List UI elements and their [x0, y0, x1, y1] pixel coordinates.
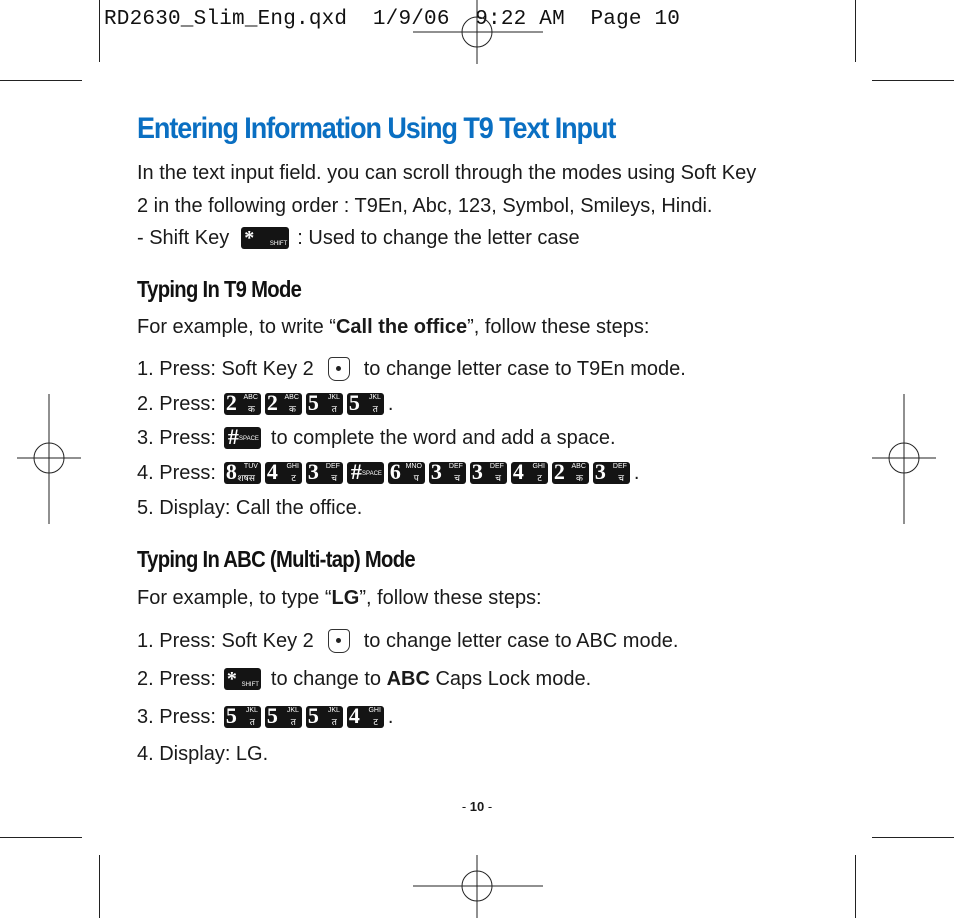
registration-mark-top: [413, 0, 543, 64]
key-3-icon: 3 DEF च: [470, 462, 507, 484]
key-8-icon: 8 TUV शषस: [224, 462, 261, 484]
file-slug: RD2630_Slim_Eng.qxd 1/9/06 9:22 AM Page 10: [104, 8, 681, 31]
abc-step-2: 2. Press: * SHIFT to change to ABC Caps Lock mode.: [137, 667, 592, 690]
t9-example: For example, to write “ Call the office ”, follow these steps:: [137, 315, 650, 338]
shift-key-icon: * SHIFT: [224, 668, 261, 690]
space-key-icon: # SPACE: [224, 427, 261, 449]
t9-step-3: 3. Press: # SPACE to complete the word and add a space.: [137, 424, 616, 449]
t9-step-4: 4. Press: 8 TUV शषस 4 GHI ट 3 DEF च # SPACE 6 MNO प 3 DEF च 3 DEF च 4 GHI ट 2 ABC क 3 DEF च .: [137, 459, 640, 484]
intro-line-1: In the text input field. you can scroll through the modes using Soft Key: [137, 162, 757, 184]
key-4-icon: 4 GHI ट: [347, 706, 384, 728]
key-5-icon: 5 JKL त: [306, 706, 343, 728]
soft-key-2-icon: [328, 629, 350, 653]
key-6-icon: 6 MNO प: [388, 462, 425, 484]
space-key-icon: # SPACE: [347, 462, 384, 484]
abc-step-3: 3. Press: 5 JKL त 5 JKL त 5 JKL त 4 GHI ट .: [137, 703, 394, 728]
crop-mark: [872, 837, 954, 838]
t9-heading: Typing In T9 Mode: [137, 276, 302, 302]
intro-line-2: 2 in the following order : T9En, Abc, 123, Symbol, Smileys, Hindi.: [137, 195, 713, 217]
crop-mark: [0, 80, 82, 81]
abc-step-1: 1. Press: Soft Key 2 to change letter case to ABC mode.: [137, 629, 679, 652]
crop-mark: [855, 0, 856, 62]
t9-step-5: 5. Display: Call the office.: [137, 496, 363, 519]
abc-example: For example, to type “ LG ”, follow these steps:: [137, 586, 542, 609]
key-5-icon: 5 JKL त: [347, 393, 384, 415]
crop-mark: [855, 855, 856, 918]
registration-mark-right: [872, 394, 936, 524]
key-3-icon: 3 DEF च: [593, 462, 630, 484]
registration-mark-bottom: [413, 855, 543, 918]
key-2-icon: 2 ABC क: [265, 393, 302, 415]
registration-mark-left: [17, 394, 81, 524]
key-2-icon: 2 ABC क: [552, 462, 589, 484]
abc-heading: Typing In ABC (Multi-tap) Mode: [137, 546, 415, 572]
key-2-icon: 2 ABC क: [224, 393, 261, 415]
key-4-icon: 4 GHI ट: [511, 462, 548, 484]
key-4-icon: 4 GHI ट: [265, 462, 302, 484]
shift-key-icon: * SHIFT: [241, 227, 289, 249]
key-5-icon: 5 JKL त: [224, 706, 261, 728]
shift-key-label: - Shift Key: [137, 226, 230, 249]
crop-mark: [872, 80, 954, 81]
page-number: - 10 -: [461, 799, 493, 814]
soft-key-2-icon: [328, 357, 350, 381]
crop-mark: [99, 0, 100, 62]
shift-key-description: : Used to change the letter case: [297, 226, 580, 249]
key-5-icon: 5 JKL त: [265, 706, 302, 728]
t9-step-1: 1. Press: Soft Key 2 to change letter case to T9En mode.: [137, 357, 686, 380]
key-3-icon: 3 DEF च: [429, 462, 466, 484]
page-title: Entering Information Using T9 Text Input: [137, 112, 616, 145]
key-5-icon: 5 JKL त: [306, 393, 343, 415]
t9-step-2: 2. Press: 2 ABC क 2 ABC क 5 JKL त 5 JKL त .: [137, 390, 394, 415]
abc-step-4: 4. Display: LG.: [137, 742, 269, 765]
crop-mark: [0, 837, 82, 838]
shift-key-line: [137, 223, 580, 253]
crop-mark: [99, 855, 100, 918]
key-3-icon: 3 DEF च: [306, 462, 343, 484]
